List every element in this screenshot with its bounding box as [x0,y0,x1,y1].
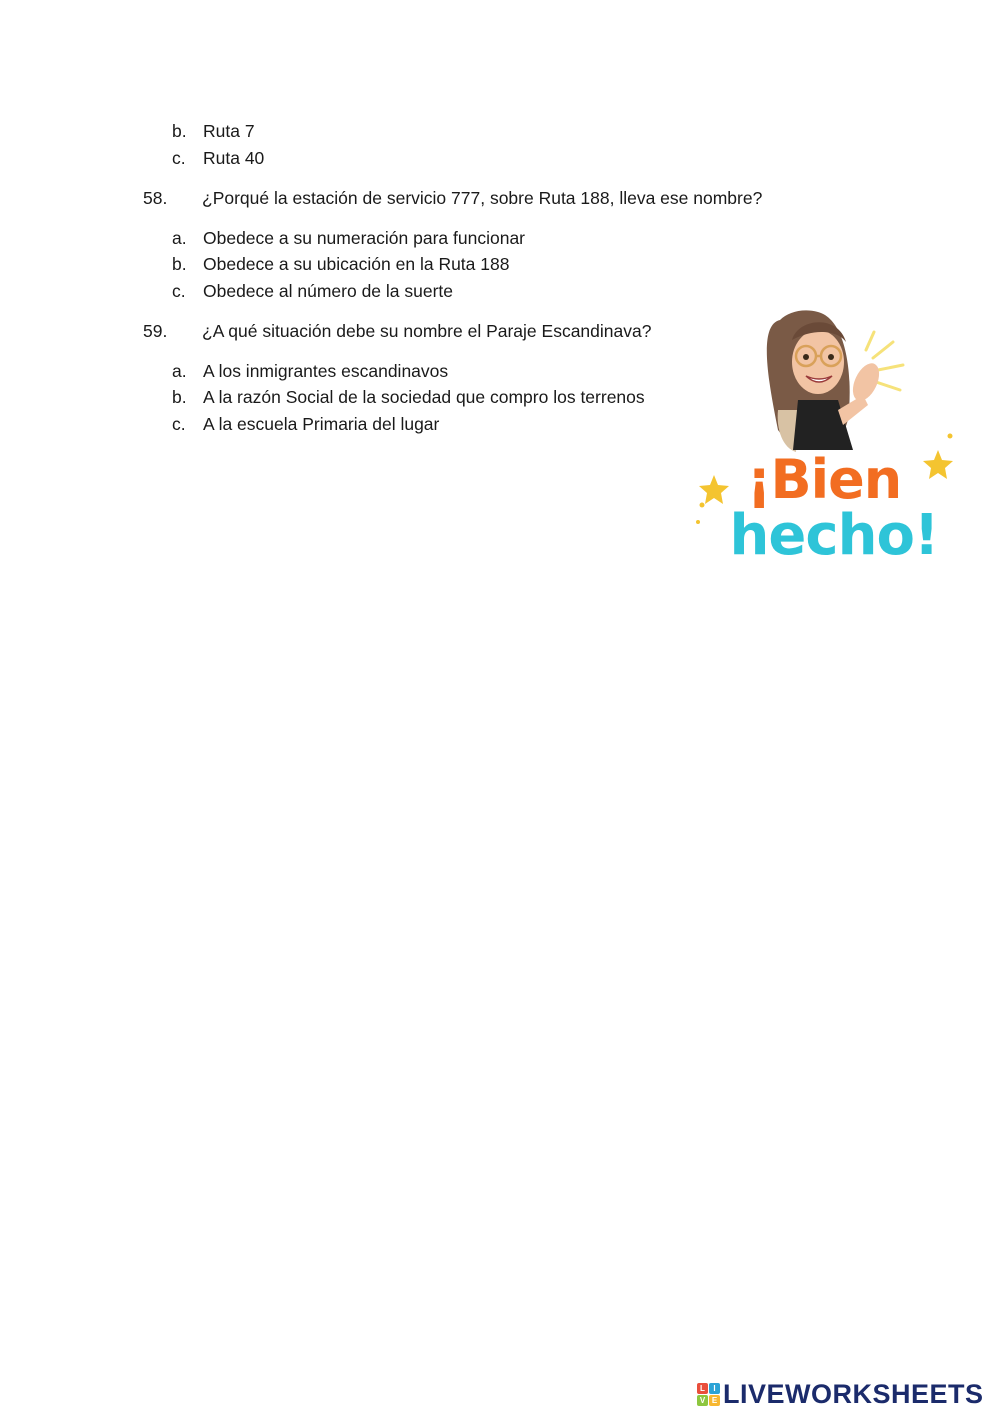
option-text[interactable]: A los inmigrantes escandinavos [203,361,449,381]
avatar-face [792,330,844,394]
question-number: 59. [143,321,168,341]
sticker-text: ¡Bien [746,448,902,511]
question-text: ¿A qué situación debe su nombre el Paraje Escandinava? [202,321,652,341]
option-text[interactable]: A la razón Social de la sociedad que compro los terrenos [203,387,645,407]
logo-mark-icon [697,1383,720,1406]
logo-letter: I [709,1383,720,1394]
option-letter: b. [172,387,187,407]
logo-text: LIVEWORKSHEETS [723,1378,984,1409]
option-letter: a. [172,361,187,381]
option-text[interactable]: Obedece al número de la suerte [203,281,454,301]
option-letter: a. [172,228,187,248]
logo-letter: E [709,1395,720,1406]
logo-letter: V [697,1395,708,1406]
option-letter: c. [172,281,186,301]
question-number: 58. [143,188,168,208]
option-text[interactable]: Obedece a su ubicación en la Ruta 188 [203,254,510,274]
option-letter: b. [172,121,187,141]
option-text[interactable]: A la escuela Primaria del lugar [203,414,440,434]
option-letter: b. [172,254,187,274]
liveworksheets-logo[interactable] [697,1377,984,1411]
sticker-text-line1 [747,448,901,511]
logo-letter: L [697,1383,708,1394]
option-letter: c. [172,414,186,434]
option-text: Ruta 7 [203,121,255,141]
option-letter: c. [172,148,186,168]
option-text: Ruta 40 [203,148,265,168]
sticker-text: hecho! [729,503,939,568]
bien-hecho-sticker [688,300,960,570]
question-text: ¿Porqué la estación de servicio 777, sobre Ruta 188, lleva ese nombre? [202,188,763,208]
sticker-text-line2 [730,503,939,568]
option-text[interactable]: Obedece a su numeración para funcionar [203,228,526,248]
